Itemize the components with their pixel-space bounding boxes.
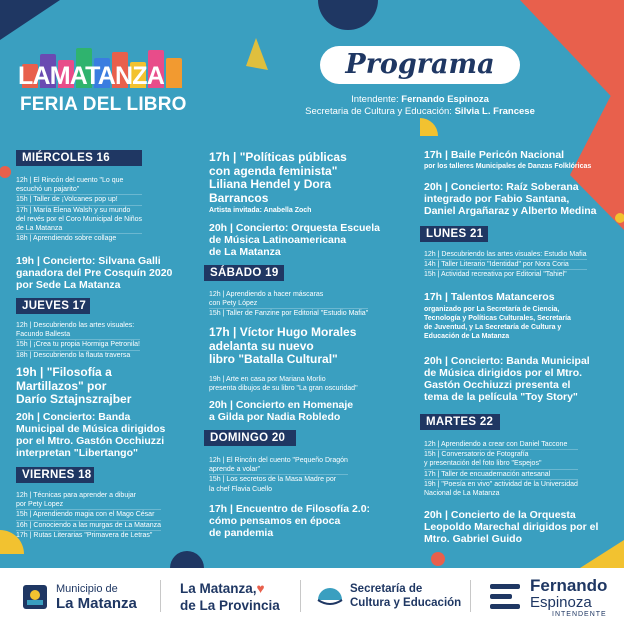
- secretaria-line: Secretaria de Cultura y Educación: Silvia L. Francese: [305, 106, 535, 117]
- martes-items: 12h | Aprendiendo a crear con Daniel Taccone 15h | Conversatorio de Fotografía y presentación del foto libro "Espejos" 17h | Taller de encuadernación artesanal 19h | "Poesía en vivo" actividad de la Universidad Nacional de La Matanza: [424, 441, 578, 498]
- pericon-highlight: 17h | Baile Pericón Nacional: [424, 149, 565, 161]
- jueves-highlight: 19h | "Filosofía a Martillazos" por Darío Sztajnszrajber: [16, 365, 132, 406]
- page-title: Programa: [320, 46, 520, 84]
- day-header-sabado: SÁBADO 19: [204, 265, 284, 281]
- sabado-items-2: 19h | Arte en casa por Mariana Morlio presenta dibujos de su libro "La gran oscuridad": [209, 376, 358, 393]
- politicas-highlight: 17h | "Políticas públicas con agenda feminista" Liliana Hendel y Dora Barrancos: [209, 150, 347, 205]
- secretaria-logo-icon: [316, 584, 344, 608]
- sabado-items: 12h | Aprendiendo a hacer máscaras con Pety López 15h | Taller de Fanzine por Editorial "Estudio Mafia": [209, 291, 369, 318]
- sec-line1: Secretaría de: [350, 583, 423, 595]
- navy-triangle-top-left: [0, 0, 60, 40]
- domingo-items: 12h | El Rincón del cuento "Pequeño Dragón aprende a volar" 15h | Los secretos de la Masa Madre por la chef Flavia Cuello: [209, 457, 348, 493]
- day-header-viernes: VIERNES 18: [16, 467, 94, 483]
- domingo-highlight: 17h | Encuentro de Filosofía 2.0: cómo pensamos en época de pandemia: [209, 503, 371, 539]
- footer-divider: [300, 580, 301, 612]
- footer-divider: [470, 580, 471, 612]
- yellow-half-circle-mid: [420, 118, 438, 136]
- lunes-items: 12h | Descubriendo las artes visuales: Estudio Mafia 14h | Taller Literario "Identidad" por Nora Coria 15h | Actividad recreativa por Editorial "Tahiel": [424, 251, 587, 279]
- fe-monogram-icon: [488, 580, 522, 612]
- lm-line1: La Matanza,♥: [180, 581, 265, 596]
- yellow-triangle-top: [246, 38, 268, 70]
- lunes-sub: organizado por La Secretaría de Ciencia, Tecnología y Políticas Culturales, Secretaría de Juventud, y La Secretaría de Cultura y Educación de La Matanza: [424, 306, 571, 340]
- jueves-concert: 20h | Concierto: Banda Municipal de Música dirigidos por el Mtro. Gastón Occhiuzzi interpretan "Libertango": [16, 411, 166, 459]
- footer-divider: [160, 580, 161, 612]
- jueves-items: 12h | Descubriendo las artes visuales: Facundo Ballesta 15h | ¡Crea tu propia Hormiga Petronila! 18h | Descubriendo la flauta traversa: [16, 322, 140, 359]
- pericon-sub: por los talleres Municipales de Danzas Folklóricas: [424, 163, 592, 170]
- day-header-jueves: JUEVES 17: [16, 298, 90, 314]
- logo-subtitle: FERIA DEL LIBRO: [20, 94, 187, 115]
- miercoles-items: 12h | El Rincón del cuento "Lo que escuchó un pajarito" 15h | Taller de ¡Volcanes pop up! 17h | María Elena Walsh y su mundo del revés por el Coro Municipal de Niños de La Matanza 18h | Aprendiendo sobre collage: [16, 177, 143, 243]
- sabado-highlight: 17h | Víctor Hugo Morales adelanta su nuevo libro "Batalla Cultural": [209, 325, 357, 366]
- intendente-line: Intendente: Fernando Espinoza: [351, 94, 489, 105]
- martes-concert: 20h | Concierto de la Orquesta Leopoldo Marechal dirigidos por el Mtro. Gabriel Guido: [424, 509, 599, 545]
- viernes-items: 12h | Técnicas para aprender a dibujar por Pety Lopez 15h | Aprendiendo magia con el Mago César 16h | Conociendo a las murgas de La Matanza 17h | Rutas Literarias "Primavera de Letras": [16, 492, 162, 539]
- day-header-lunes: LUNES 21: [420, 226, 488, 242]
- lunes-highlight: 17h | Talentos Matanceros: [424, 291, 555, 303]
- navy-half-circle-bottom: [170, 551, 204, 568]
- red-dot-left: [0, 166, 11, 178]
- heart-icon: ♥: [256, 581, 265, 596]
- day-header-domingo: DOMINGO 20: [204, 430, 296, 446]
- sabado-concert: 20h | Concierto en Homenaje a Gilda por Nadia Robledo: [209, 399, 354, 423]
- municipio-bottom: La Matanza: [56, 595, 137, 612]
- sponsor-footer: [0, 568, 624, 624]
- logo-title: LAMATANZA: [18, 62, 164, 90]
- feria-logo: [18, 36, 198, 116]
- miercoles-concert: 19h | Concierto: Silvana Galli ganadora del Pre Cosquín 2020 por Sede La Matanza: [16, 255, 173, 291]
- fe-name1: Fernando: [530, 576, 608, 595]
- day-header-martes: MARTES 22: [420, 414, 500, 430]
- fe-name2: Espinoza: [530, 594, 592, 611]
- lunes-concert: 20h | Concierto: Banda Municipal de Música dirigidos por el Mtro. Gastón Occhiuzzi presenta el tema de la película "Toy Story": [424, 355, 590, 403]
- sec-line2: Cultura y Educación: [350, 597, 462, 609]
- navy-half-circle-top: [318, 0, 378, 30]
- red-dot-bottom: [431, 552, 445, 566]
- municipio-shield-icon: [22, 584, 48, 610]
- col3-concert: 20h | Concierto: Raíz Soberana integrado por Fabio Santana, Daniel Argañaraz y Alberto Medina: [424, 181, 597, 217]
- municipio-top: Municipio de: [56, 583, 118, 595]
- day-header-miercoles: MIÉRCOLES 16: [16, 150, 142, 166]
- lm-line2: de La Provincia: [180, 598, 280, 613]
- guest-artist: Artista invitada: Anabella Zoch: [209, 207, 312, 214]
- col2-concert: 20h | Concierto: Orquesta Escuela de Música Latinoamericana de La Matanza: [209, 222, 380, 258]
- fe-role: INTENDENTE: [552, 611, 607, 618]
